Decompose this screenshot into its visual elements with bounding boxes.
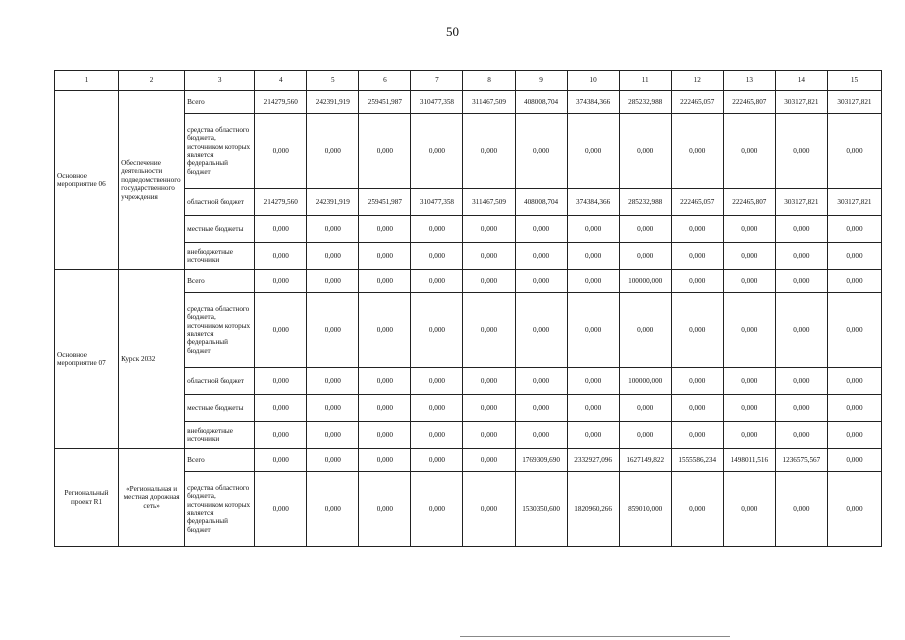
- amount-cell: 0,000: [255, 270, 307, 293]
- amount-cell: 0,000: [463, 270, 515, 293]
- amount-cell: 0,000: [307, 270, 359, 293]
- amount-cell: 0,000: [567, 216, 619, 243]
- amount-cell: 0,000: [827, 243, 881, 270]
- amount-cell: 0,000: [307, 422, 359, 449]
- amount-cell: 0,000: [775, 293, 827, 368]
- amount-cell: 0,000: [359, 395, 411, 422]
- amount-cell: 0,000: [671, 472, 723, 547]
- amount-cell: 0,000: [359, 270, 411, 293]
- measure-code: Основное мероприятие 07: [55, 270, 119, 449]
- amount-cell: 242391,919: [307, 91, 359, 114]
- amount-cell: 0,000: [515, 114, 567, 189]
- amount-cell: 0,000: [307, 368, 359, 395]
- amount-cell: 0,000: [775, 270, 827, 293]
- amount-cell: 0,000: [775, 368, 827, 395]
- amount-cell: 374384,366: [567, 189, 619, 216]
- amount-cell: 0,000: [515, 270, 567, 293]
- table-row: [55, 270, 882, 293]
- amount-cell: 311467,509: [463, 91, 515, 114]
- amount-cell: 0,000: [307, 114, 359, 189]
- funding-source: местные бюджеты: [185, 395, 255, 422]
- funding-source: внебюджетные источники: [185, 243, 255, 270]
- amount-cell: 0,000: [463, 293, 515, 368]
- amount-cell: 214279,560: [255, 91, 307, 114]
- table-body: [55, 91, 882, 547]
- amount-cell: 0,000: [827, 368, 881, 395]
- amount-cell: 0,000: [671, 293, 723, 368]
- amount-cell: 100000,000: [619, 368, 671, 395]
- amount-cell: 222465,057: [671, 91, 723, 114]
- funding-source: областной бюджет: [185, 189, 255, 216]
- amount-cell: 0,000: [515, 368, 567, 395]
- amount-cell: 0,000: [411, 270, 463, 293]
- amount-cell: 0,000: [827, 270, 881, 293]
- amount-cell: 303127,821: [827, 91, 881, 114]
- amount-cell: 0,000: [307, 449, 359, 472]
- amount-cell: 1627149,822: [619, 449, 671, 472]
- amount-cell: 0,000: [411, 216, 463, 243]
- column-header: 15: [827, 71, 881, 91]
- amount-cell: 0,000: [307, 243, 359, 270]
- amount-cell: 0,000: [723, 472, 775, 547]
- amount-cell: 0,000: [463, 243, 515, 270]
- amount-cell: 0,000: [723, 270, 775, 293]
- amount-cell: 0,000: [255, 395, 307, 422]
- amount-cell: 310477,358: [411, 91, 463, 114]
- bottom-rule: [460, 636, 730, 637]
- amount-cell: 222465,807: [723, 189, 775, 216]
- table-row: [55, 91, 882, 114]
- amount-cell: 0,000: [359, 368, 411, 395]
- amount-cell: 0,000: [827, 472, 881, 547]
- amount-cell: 0,000: [723, 395, 775, 422]
- amount-cell: 0,000: [827, 449, 881, 472]
- column-header: 2: [119, 71, 185, 91]
- amount-cell: 0,000: [255, 243, 307, 270]
- amount-cell: 0,000: [619, 243, 671, 270]
- amount-cell: 0,000: [255, 114, 307, 189]
- amount-cell: 0,000: [515, 422, 567, 449]
- amount-cell: 0,000: [775, 114, 827, 189]
- amount-cell: 0,000: [359, 114, 411, 189]
- funding-source: Всего: [185, 91, 255, 114]
- amount-cell: 0,000: [463, 395, 515, 422]
- amount-cell: 0,000: [307, 293, 359, 368]
- amount-cell: 0,000: [255, 368, 307, 395]
- amount-cell: 214279,560: [255, 189, 307, 216]
- funding-source: средства областного бюджета, источником которых является федеральный бюджет: [185, 472, 255, 547]
- amount-cell: 0,000: [515, 243, 567, 270]
- amount-cell: 0,000: [255, 293, 307, 368]
- amount-cell: 1769309,690: [515, 449, 567, 472]
- amount-cell: 0,000: [619, 395, 671, 422]
- amount-cell: 0,000: [567, 293, 619, 368]
- column-header: 11: [619, 71, 671, 91]
- amount-cell: 0,000: [567, 422, 619, 449]
- amount-cell: 0,000: [671, 243, 723, 270]
- amount-cell: 0,000: [567, 270, 619, 293]
- amount-cell: 285232,988: [619, 91, 671, 114]
- amount-cell: 0,000: [775, 422, 827, 449]
- amount-cell: 0,000: [723, 216, 775, 243]
- amount-cell: 0,000: [411, 114, 463, 189]
- amount-cell: 310477,358: [411, 189, 463, 216]
- measure-title: Курск 2032: [119, 270, 185, 449]
- amount-cell: 0,000: [463, 368, 515, 395]
- amount-cell: 0,000: [515, 395, 567, 422]
- amount-cell: 0,000: [359, 422, 411, 449]
- funding-source: областной бюджет: [185, 368, 255, 395]
- amount-cell: 0,000: [671, 216, 723, 243]
- amount-cell: 0,000: [255, 449, 307, 472]
- amount-cell: 0,000: [567, 368, 619, 395]
- amount-cell: 1530350,600: [515, 472, 567, 547]
- measure-title: Обеспечение деятельности подведомственного государственного учреждения: [119, 91, 185, 270]
- amount-cell: 1555586,234: [671, 449, 723, 472]
- amount-cell: 0,000: [775, 243, 827, 270]
- amount-cell: 0,000: [827, 422, 881, 449]
- measure-code: Региональный проект R1: [55, 449, 119, 547]
- amount-cell: 0,000: [411, 472, 463, 547]
- amount-cell: 0,000: [307, 216, 359, 243]
- amount-cell: 0,000: [775, 472, 827, 547]
- amount-cell: 259451,987: [359, 91, 411, 114]
- amount-cell: 0,000: [359, 216, 411, 243]
- amount-cell: 0,000: [411, 293, 463, 368]
- amount-cell: 0,000: [619, 216, 671, 243]
- amount-cell: 0,000: [359, 243, 411, 270]
- column-header: 9: [515, 71, 567, 91]
- column-header: 13: [723, 71, 775, 91]
- amount-cell: 242391,919: [307, 189, 359, 216]
- column-header: 4: [255, 71, 307, 91]
- amount-cell: 222465,807: [723, 91, 775, 114]
- amount-cell: 374384,366: [567, 91, 619, 114]
- amount-cell: 285232,988: [619, 189, 671, 216]
- amount-cell: 100000,000: [619, 270, 671, 293]
- amount-cell: 303127,821: [827, 189, 881, 216]
- amount-cell: 0,000: [255, 216, 307, 243]
- amount-cell: 0,000: [671, 422, 723, 449]
- amount-cell: 303127,821: [775, 189, 827, 216]
- amount-cell: 311467,509: [463, 189, 515, 216]
- amount-cell: 859010,000: [619, 472, 671, 547]
- amount-cell: 303127,821: [775, 91, 827, 114]
- amount-cell: 0,000: [619, 422, 671, 449]
- amount-cell: 0,000: [827, 395, 881, 422]
- funding-source: средства областного бюджета, источником которых является федеральный бюджет: [185, 293, 255, 368]
- amount-cell: 0,000: [411, 243, 463, 270]
- amount-cell: 0,000: [723, 243, 775, 270]
- amount-cell: 222465,057: [671, 189, 723, 216]
- amount-cell: 0,000: [775, 216, 827, 243]
- page-number: 50: [446, 24, 459, 39]
- column-header: 5: [307, 71, 359, 91]
- amount-cell: 0,000: [567, 114, 619, 189]
- amount-cell: 0,000: [723, 293, 775, 368]
- amount-cell: 0,000: [411, 368, 463, 395]
- amount-cell: 0,000: [463, 422, 515, 449]
- amount-cell: 0,000: [619, 114, 671, 189]
- amount-cell: 0,000: [827, 293, 881, 368]
- column-header: 1: [55, 71, 119, 91]
- amount-cell: 0,000: [671, 395, 723, 422]
- amount-cell: 1498011,516: [723, 449, 775, 472]
- amount-cell: 0,000: [307, 395, 359, 422]
- funding-source: Всего: [185, 270, 255, 293]
- column-header: 10: [567, 71, 619, 91]
- amount-cell: 0,000: [255, 422, 307, 449]
- amount-cell: 0,000: [671, 114, 723, 189]
- amount-cell: 408008,704: [515, 91, 567, 114]
- amount-cell: 0,000: [411, 449, 463, 472]
- amount-cell: 0,000: [359, 449, 411, 472]
- amount-cell: 0,000: [463, 114, 515, 189]
- amount-cell: 0,000: [827, 216, 881, 243]
- column-header: 8: [463, 71, 515, 91]
- amount-cell: 2332927,096: [567, 449, 619, 472]
- amount-cell: 0,000: [463, 472, 515, 547]
- amount-cell: 0,000: [567, 243, 619, 270]
- column-header: 14: [775, 71, 827, 91]
- amount-cell: 0,000: [671, 368, 723, 395]
- amount-cell: 0,000: [775, 395, 827, 422]
- budget-table: [54, 70, 882, 547]
- table-row: [55, 449, 882, 472]
- amount-cell: 0,000: [723, 368, 775, 395]
- funding-source: Всего: [185, 449, 255, 472]
- column-header: 12: [671, 71, 723, 91]
- amount-cell: 408008,704: [515, 189, 567, 216]
- measure-title: «Региональная и местная дорожная сеть»: [119, 449, 185, 547]
- amount-cell: 0,000: [515, 293, 567, 368]
- amount-cell: 259451,987: [359, 189, 411, 216]
- amount-cell: 0,000: [359, 293, 411, 368]
- funding-source: внебюджетные источники: [185, 422, 255, 449]
- amount-cell: 0,000: [723, 114, 775, 189]
- measure-code: Основное мероприятие 06: [55, 91, 119, 270]
- column-header: 7: [411, 71, 463, 91]
- amount-cell: 0,000: [827, 114, 881, 189]
- amount-cell: 0,000: [307, 472, 359, 547]
- amount-cell: 0,000: [515, 216, 567, 243]
- amount-cell: 1236575,567: [775, 449, 827, 472]
- amount-cell: 0,000: [723, 422, 775, 449]
- header-row: [55, 71, 882, 91]
- amount-cell: 0,000: [463, 216, 515, 243]
- column-header: 3: [185, 71, 255, 91]
- column-header: 6: [359, 71, 411, 91]
- amount-cell: 0,000: [671, 270, 723, 293]
- amount-cell: 0,000: [411, 422, 463, 449]
- funding-source: средства областного бюджета, источником которых является федеральный бюджет: [185, 114, 255, 189]
- amount-cell: 0,000: [359, 472, 411, 547]
- funding-source: местные бюджеты: [185, 216, 255, 243]
- amount-cell: 0,000: [411, 395, 463, 422]
- amount-cell: 1820960,266: [567, 472, 619, 547]
- amount-cell: 0,000: [567, 395, 619, 422]
- amount-cell: 0,000: [255, 472, 307, 547]
- amount-cell: 0,000: [463, 449, 515, 472]
- amount-cell: 0,000: [619, 293, 671, 368]
